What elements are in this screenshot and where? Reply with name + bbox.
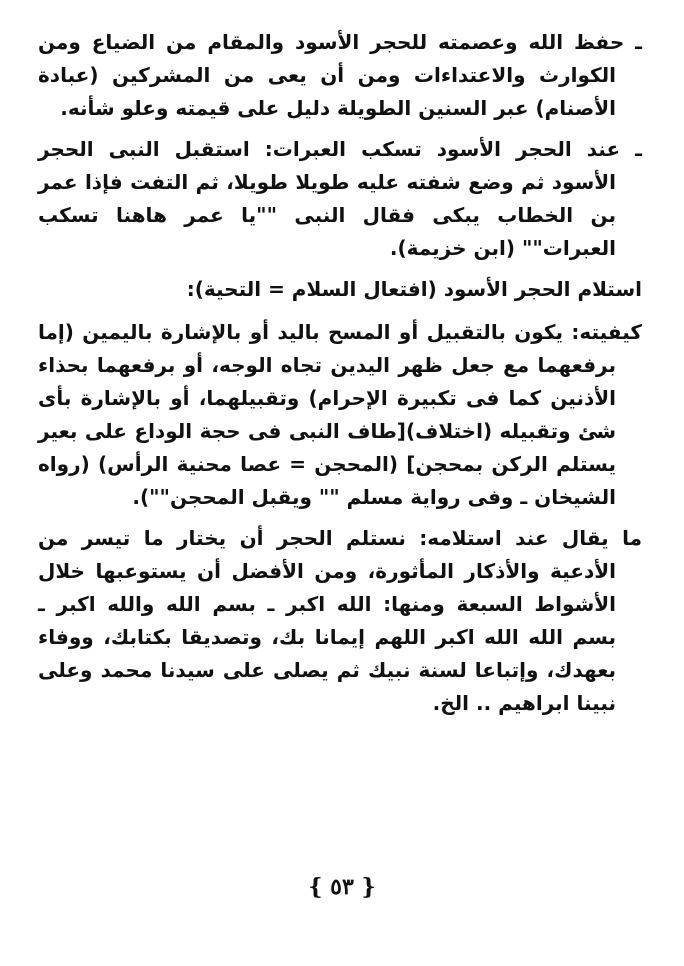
paragraph-black-stone-protection: ـ حفظ الله وعصمته للحجر الأسود والمقام من الضياع ومن الكوارث والاعتداءات ومن أن يعى من المشركين (عبادة الأصنام) عبر السنين الطويلة دليل على قيمته وعلو شأنه. [38, 30, 642, 120]
page-number: { ٥٣ } [308, 874, 376, 900]
section-heading-istilam: استلام الحجر الأسود (افتعال السلام = التحية): [186, 277, 642, 301]
paragraph-tears-at-black-stone: ـ عند الحجر الأسود تسكب العبرات: استقبل النبى الحجر الأسود ثم وضع شفته عليه طويلا طويلا، ثم التفت فإذا عمر بن الخطاب يبكى فقال النبى ""يا عمر هاهنا تسكب العبرات"" (ابن خزيمة). [38, 137, 642, 260]
paragraph-how-to-istilam [38, 316, 642, 514]
paragraph-what-is-said [38, 522, 642, 720]
paragraph-what-is-said-text: نستلم الحجر أن يختار ما تيسر من الأدعية والأذكار المأثورة، ومن الأفضل أن يستوعبها خلال الأشواط السبعة ومنها: الله اكبر ـ بسم الله والله اكبر ـ بسم الله الله اكبر اللهم إيمانا بك، وتصديقا بكتابك، ووفاء بعهدك، وإتباعا لسنة نبيك ثم يصلى على سيدنا محمد وعلى نبينا ابراهيم .. الخ. [38, 526, 616, 715]
term-ma-yuqal: ما يقال عند استلامه: [419, 526, 643, 550]
paragraph-how-to-istilam-text: يكون بالتقبيل أو المسح باليد أو بالإشارة باليمين (إما برفعهما مع جعل ظهر اليدين تجاه الوجه، أو برفعهما بحذاء الأذنين كما فى تكبيرة الإحرام) وتقبيلهما، أو بالإشارة بأى شئ وتقبيله (اختلاف)[طاف النبى فى حجة الوداع على بعير يستلم الركن بمحجن] (المحجن = عصا محنية الرأس) (رواه الشيخان ـ وفى رواية مسلم "" ويقبل المحجن""). [38, 320, 616, 509]
term-kayfiyyatuhu: كيفيته: [571, 320, 642, 344]
page-body [38, 26, 642, 728]
